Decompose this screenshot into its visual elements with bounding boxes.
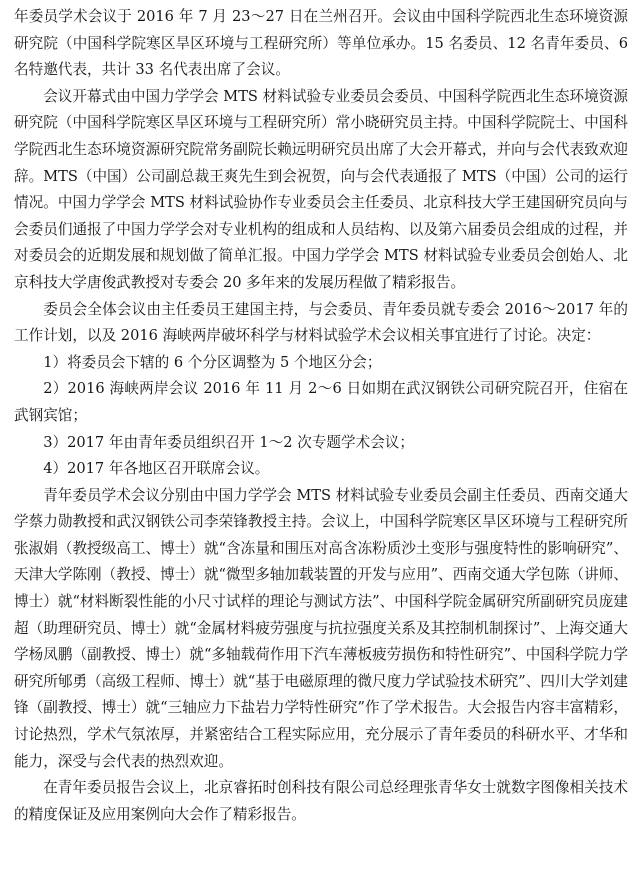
paragraph-closing-report: 在青年委员报告会议上，北京睿拓时创科技有限公司总经理张青华女士就数字图像相关技术的精度保证及应用案例向大会作了精彩报告。 <box>14 779 628 823</box>
decision-item-2: 2）2016 海峡两岸会议 2016 年 11 月 2～6 日如期在武汉钢铁公司研究院召开，住宿在武钢宾馆； <box>14 380 628 424</box>
decision-item-1: 1）将委员会下辖的 6 个分区调整为 5 个地区分会； <box>43 353 382 371</box>
decision-item-3: 3）2017 年由青年委员组织召开 1～2 次专题学术会议； <box>43 433 414 451</box>
paragraph-opening-ceremony: 会议开幕式由中国力学学会 MTS 材料试验专业委员会委员、中国科学院西北生态环境资源研究院（中国科学院寒区旱区环境与工程研究所）常小晓研究员主持。中国科学院院士、中国科学院西北生态环境资源研究院常务副院长赖远明研究员出席了大会开幕式，并向与会代表致欢迎辞。MTS（中国）公司副总裁王爽先生到会祝贺，向与会代表通报了 MTS（中国）公司的运行情况。中国力学学会 MTS 材料试验协作专业委员会主任委员、北京科技大学王建国研究员向与会委员们通报了中国力学学会对专业机构的组成和人员结构、以及第六届委员会组成的过程，并对委员会的近期发展和规划做了简单汇报。中国力学学会 MTS 材料试验专业委员会创始人、北京科技大学唐俊武教授对专委会 20 多年来的发展历程做了精彩报告。 <box>14 87 628 291</box>
paragraph-plenary-meeting: 委员会全体会议由主任委员王建国主持，与会委员、青年委员就专委会 2016～2017 年的工作计划，以及 2016 海峡两岸破坏科学与材料试验学术会议相关事宜进行了讨论。决定： <box>14 300 628 345</box>
decision-item-4: 4）2017 年各地区召开联席会议。 <box>43 460 270 478</box>
paragraph-youth-reports: 青年委员学术会议分别由中国力学学会 MTS 材料试验专业委员会副主任委员、西南交通大学蔡力勋教授和武汉钢铁公司李荣锋教授主持。会议上，中国科学院寒区旱区环境与工程研究所张淑娟（教授级高工、博士）就“含冻量和围压对高含冻粉质沙土变形与强度特性的影响研究”、天津大学陈刚（教授、博士）就“微型多轴加载装置的开发与应用”、西南交通大学包陈（讲师、博士）就“材料断裂性能的小尺寸试样的理论与测试方法”、中国科学院金属研究所副研究员庞建超（助理研究员、博士）就“金属材料疲劳强度与抗拉强度关系及其控制机制探讨”、上海交通大学杨凤鹏（副教授、博士）就“多轴载荷作用下汽车薄板疲劳损伤和特性研究”、中国科学院力学研究所郇勇（高级工程师、博士）就“基于电磁原理的微尺度力学试验技术研究”、四川大学刘建锋（副教授、博士）就“三轴应力下盐岩力学特性研究”作了学术报告。大会报告内容丰富精彩，讨论热烈，学术气氛浓厚，并紧密结合工程实际应用，充分展示了青年委员的科研水平、才华和能力，深受与会代表的热烈欢迎。 <box>14 486 628 770</box>
paragraph-meeting-overview: 年委员学术会议于 2016 年 7 月 23～27 日在兰州召开。会议由中国科学院西北生态环境资源研究院（中国科学院寒区旱区环境与工程研究所）等单位承办。15 名委员、12 名青年委员、6 名特邀代表，共计 33 名代表出席了会议。 <box>14 8 628 79</box>
